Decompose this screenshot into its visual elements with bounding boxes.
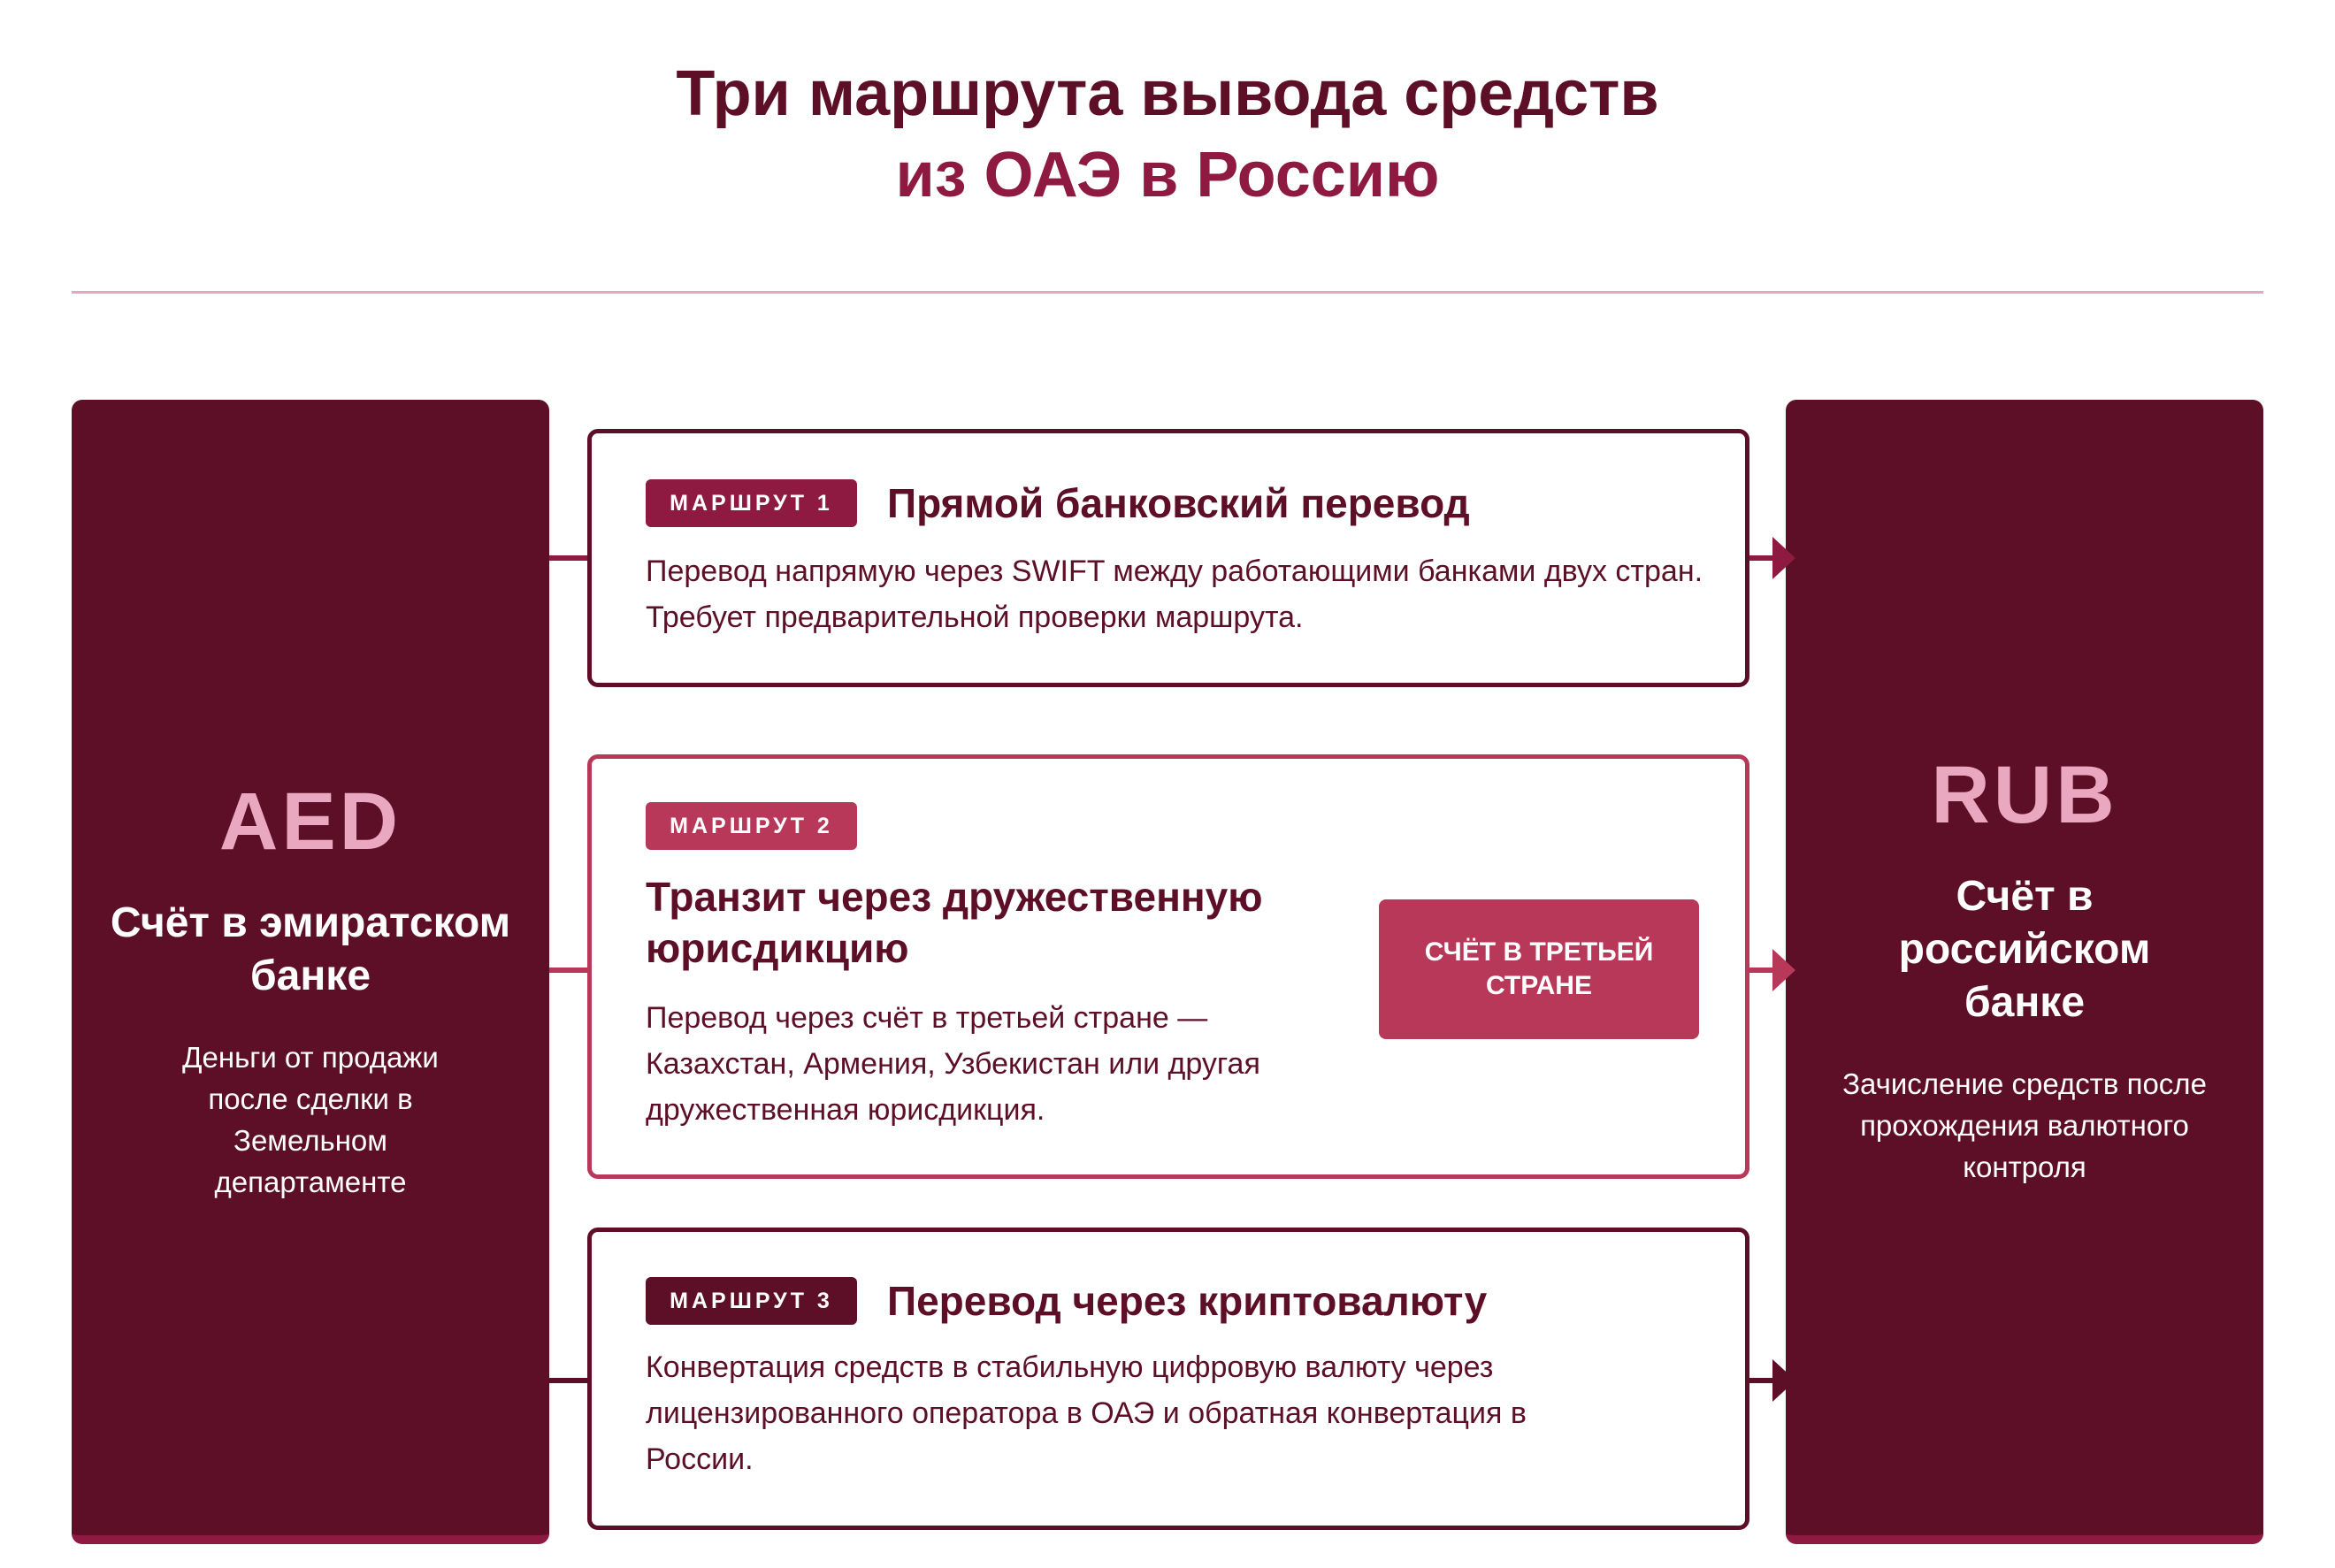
route-2-badge: МАРШРУТ 2 <box>646 802 857 850</box>
arrow-route-3-icon <box>1772 1359 1795 1402</box>
route-1-title: Прямой банковский перевод <box>887 480 1470 526</box>
arrow-route-2-icon <box>1772 949 1795 991</box>
route-2-title: Транзит через дружественную юрисдикцию <box>646 874 1263 971</box>
route-3-title: Перевод через криптовалюту <box>887 1278 1488 1324</box>
page-title <box>0 53 2335 216</box>
destination-account-panel <box>1786 400 2263 1544</box>
route-1-description: Перевод напрямую через SWIFT между работающими банками двух стран. Требует предварительной проверки маршрута. <box>646 555 1703 634</box>
destination-account-label: Счёт в российском банке <box>1898 873 2151 1026</box>
route-1-badge: МАРШРУТ 1 <box>646 479 857 527</box>
connector-source-route-3 <box>549 1378 589 1383</box>
destination-account-description: Зачисление средств после прохождения валютного контроля <box>1842 1067 2207 1183</box>
destination-currency: RUB <box>1931 750 2118 840</box>
route-3-description: Конвертация средств в стабильную цифровую валюту через лицензированного оператора в ОАЭ и обратная конвертация в России. <box>646 1350 1527 1476</box>
title-divider <box>72 291 2263 294</box>
source-currency: AED <box>218 776 402 867</box>
source-account-label: Счёт в эмиратском банке <box>110 899 511 999</box>
third-country-account-tag: СЧЁТ В ТРЕТЬЕЙ СТРАНЕ <box>1379 899 1699 1039</box>
route-2-description: Перевод через счёт в третьей стране — Казахстан, Армения, Узбекистан или другая дружественная юрисдикция. <box>646 1001 1260 1127</box>
title-line-2: из ОАЭ в Россию <box>895 140 1440 210</box>
arrow-route-1-icon <box>1772 537 1795 579</box>
source-account-description: Деньги от продажи после сделки в Земельном департаменте <box>182 1041 439 1198</box>
route-card-1 <box>587 429 1749 687</box>
source-account-panel <box>72 400 549 1544</box>
route-card-2 <box>587 754 1749 1179</box>
route-3-badge: МАРШРУТ 3 <box>646 1277 857 1325</box>
connector-source-route-2 <box>549 968 589 973</box>
title-line-1: Три маршрута вывода средств <box>676 58 1659 129</box>
connector-source-route-1 <box>549 555 589 561</box>
route-card-3 <box>587 1228 1749 1530</box>
